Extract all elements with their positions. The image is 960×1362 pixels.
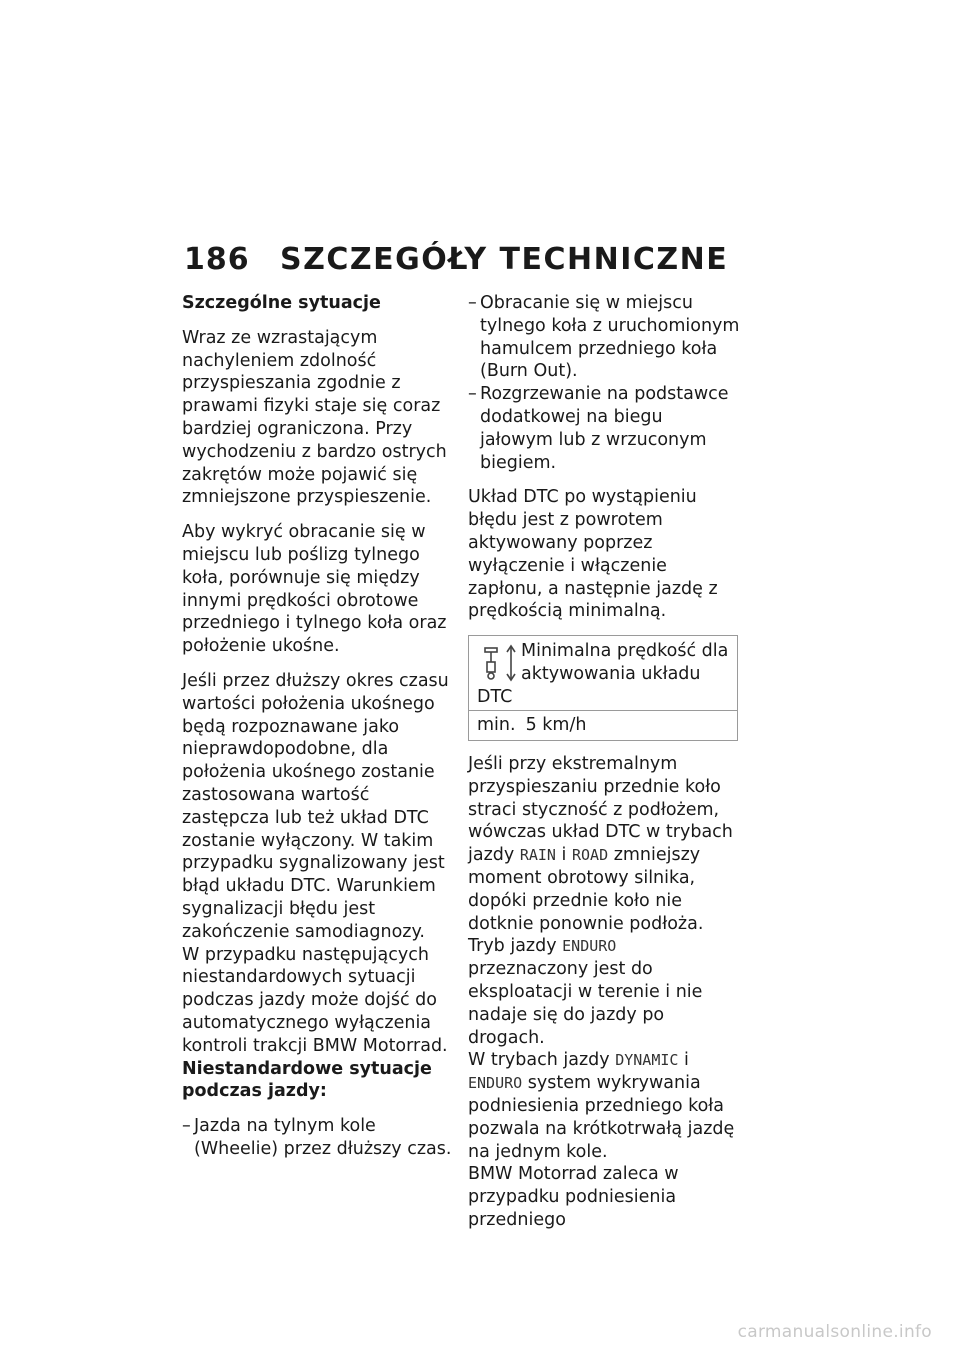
spec-value: 5 km/h bbox=[525, 715, 587, 736]
paragraph: Jeśli przez dłuższy okres czasu wartości położenia ukośnego będą rozpoznawane jako nieprawdopodobne, dla położenia ukośnego zostanie zastosowana wartość zastępcza lub też układ DTC zostanie wyłączony. W takim przypadku sygnalizowany jest błąd układu DTC. Warunkiem sygnalizacji błędu jest zakończenie samodiagnozy. bbox=[182, 670, 449, 942]
spec-label-tail: DTC bbox=[477, 687, 513, 708]
paragraph: Wraz ze wzrastającym nachyleniem zdolność przyspieszania zgodnie z prawami fizyki staje się coraz bardziej ograniczona. Przy wychodzeniu z bardzo ostrych zakrętów może pojawić się zmniejszone przyspieszenie. bbox=[182, 327, 447, 508]
mode-rain: RAIN bbox=[519, 846, 556, 865]
dash-list bbox=[468, 292, 740, 474]
list-item: – Rozgrzewanie na podstawce dodatkowej na biegu jałowym lub z wrzuconym biegiem. bbox=[468, 383, 740, 474]
spec-value-row bbox=[469, 711, 737, 740]
paragraph: Aby wykryć obracanie się w miejscu lub poślizg tylnego koła, porównuje się między innymi prędkości obrotowe przedniego i tylnego koła oraz położenie ukośne. bbox=[182, 522, 447, 657]
left-column bbox=[182, 292, 454, 1173]
section-heading-special-situations: Szczególne sytuacje bbox=[182, 293, 381, 313]
mode-dynamic: DYNAMIC bbox=[615, 1051, 679, 1070]
list-item: – Obracanie się w miejscu tylnego koła z uruchomionym hamulcem przedniego koła (Burn Out). bbox=[468, 292, 740, 383]
motorcycle-speed-icon bbox=[483, 644, 523, 684]
watermark: carmanualsonline.info bbox=[737, 1322, 932, 1342]
list-item: – Jazda na tylnym kole (Wheelie) przez dłuższy czas. bbox=[182, 1115, 454, 1161]
paragraph: Tryb jazdy ENDURO przeznaczony jest do eksploatacji w terenie i nie nadaje się do jazdy po drogach. bbox=[468, 936, 703, 1048]
mode-enduro: ENDURO bbox=[562, 937, 617, 956]
paragraph: W trybach jazdy DYNAMIC i ENDURO system wykrywania podniesienia przedniego koła pozwala na krótkotrwałą jazdę na jednym kole. bbox=[468, 1050, 735, 1162]
chapter-title: SZCZEGÓŁY TECHNICZNE bbox=[280, 242, 729, 277]
mode-road: ROAD bbox=[571, 846, 609, 865]
section-heading-nonstandard-situations: Niestandardowe sytuacje podczas jazdy: bbox=[182, 1058, 432, 1102]
page-header bbox=[184, 242, 728, 277]
mode-enduro: ENDURO bbox=[468, 1074, 523, 1093]
paragraph: Układ DTC po wystąpieniu błędu jest z powrotem aktywowany poprzez wyłączenie i włączenie zapłonu, a następnie jazdę z prędkością minimalną. bbox=[468, 487, 718, 622]
right-column bbox=[468, 292, 740, 1232]
paragraph: W przypadku następujących niestandardowych sytuacji podczas jazdy może dojść do automatycznego wyłączenia kontroli trakcji BMW Motorrad. bbox=[182, 944, 448, 1056]
dash-list bbox=[182, 1115, 454, 1161]
spec-qualifier: min. bbox=[477, 715, 516, 736]
paragraph: BMW Motorrad zaleca w przypadku podniesienia przedniego bbox=[468, 1164, 679, 1230]
spec-table bbox=[468, 635, 738, 741]
spec-table-header bbox=[469, 636, 737, 711]
paragraph: Jeśli przy ekstremalnym przyspieszaniu przednie koło straci styczność z podłożem, wówczas układ DTC w trybach jazdy RAIN i ROAD zmniejszy moment obrotowy silnika, dopóki przednie koło nie dotknie ponownie podłoża. bbox=[468, 753, 733, 934]
spec-label: Minimalna prędkość dla aktywowania układu bbox=[521, 641, 729, 684]
page-number: 186 bbox=[184, 242, 250, 277]
